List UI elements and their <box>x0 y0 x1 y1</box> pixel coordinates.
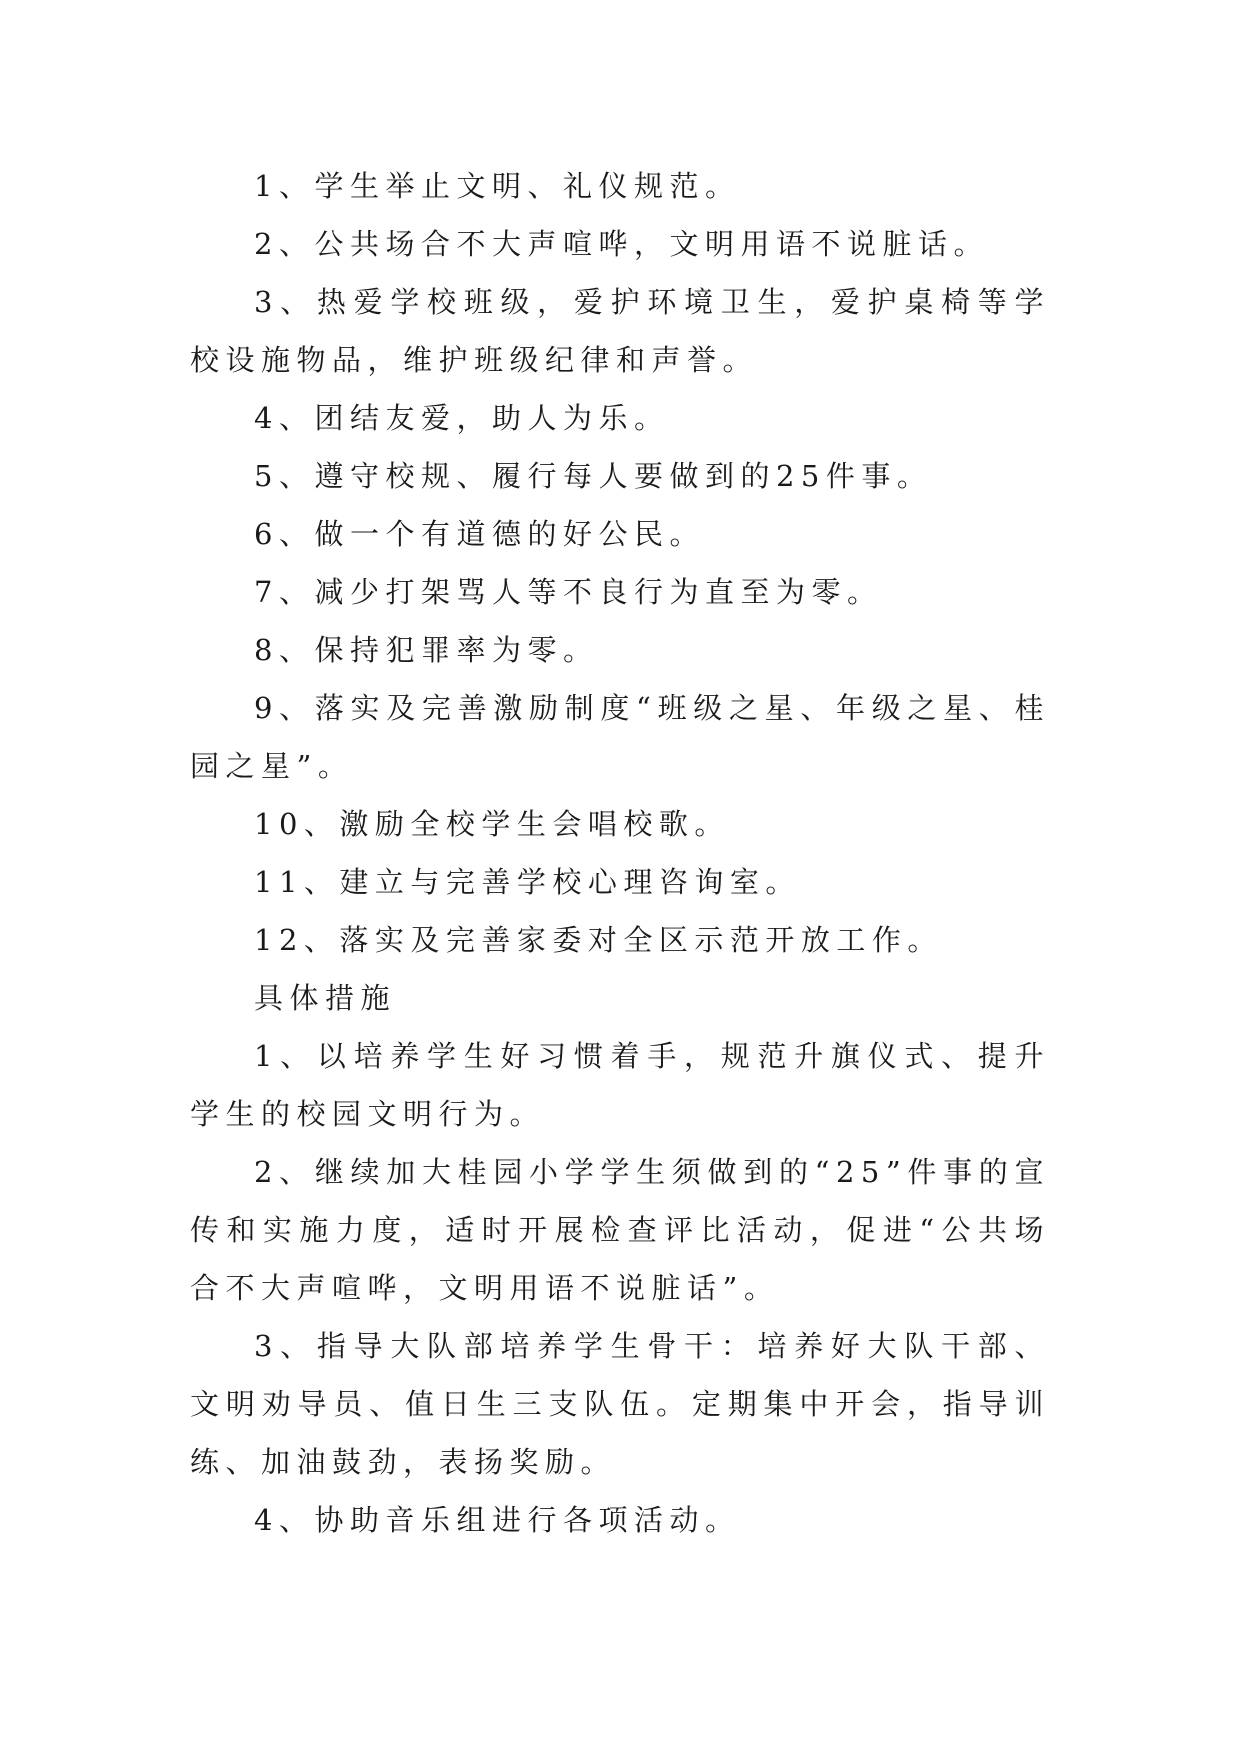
paragraph-goal-6: 6、做一个有道德的好公民。 <box>254 517 705 551</box>
paragraph-goal-1: 1、学生举止文明、礼仪规范。 <box>254 169 741 203</box>
paragraph-goal-9: 9、落实及完善激励制度“班级之星、年级之星、桂园之星”。 <box>190 691 1050 783</box>
paragraph-goal-5: 5、遵守校规、履行每人要做到的25件事。 <box>254 459 933 493</box>
paragraph-goal-4: 4、团结友爱，助人为乐。 <box>254 401 670 435</box>
paragraph-goal-12: 12、落实及完善家委对全区示范开放工作。 <box>254 923 943 957</box>
paragraph-measure-2: 2、继续加大桂园小学学生须做到的“25”件事的宣传和实施力度，适时开展检查评比活动，促进“公共场合不大声喧哗，文明用语不说脏话”。 <box>190 1155 1050 1305</box>
paragraph-goal-10: 10、激励全校学生会唱校歌。 <box>254 807 730 841</box>
section-heading-measures: 具体措施 <box>254 981 397 1015</box>
document-body <box>190 157 1050 1549</box>
paragraph-measure-1: 1、以培养学生好习惯着手，规范升旗仪式、提升学生的校园文明行为。 <box>190 1039 1050 1131</box>
paragraph-goal-8: 8、保持犯罪率为零。 <box>254 633 599 667</box>
paragraph-goal-3: 3、热爱学校班级，爱护环境卫生，爱护桌椅等学校设施物品，维护班级纪律和声誉。 <box>190 285 1050 377</box>
paragraph-goal-7: 7、减少打架骂人等不良行为直至为零。 <box>254 575 883 609</box>
paragraph-measure-4: 4、协助音乐组进行各项活动。 <box>254 1503 741 1537</box>
paragraph-goal-2: 2、公共场合不大声喧哗，文明用语不说脏话。 <box>254 227 989 261</box>
paragraph-goal-11: 11、建立与完善学校心理咨询室。 <box>254 865 801 899</box>
paragraph-measure-3: 3、指导大队部培养学生骨干：培养好大队干部、文明劝导员、值日生三支队伍。定期集中开会，指导训练、加油鼓劲，表扬奖励。 <box>190 1329 1050 1479</box>
